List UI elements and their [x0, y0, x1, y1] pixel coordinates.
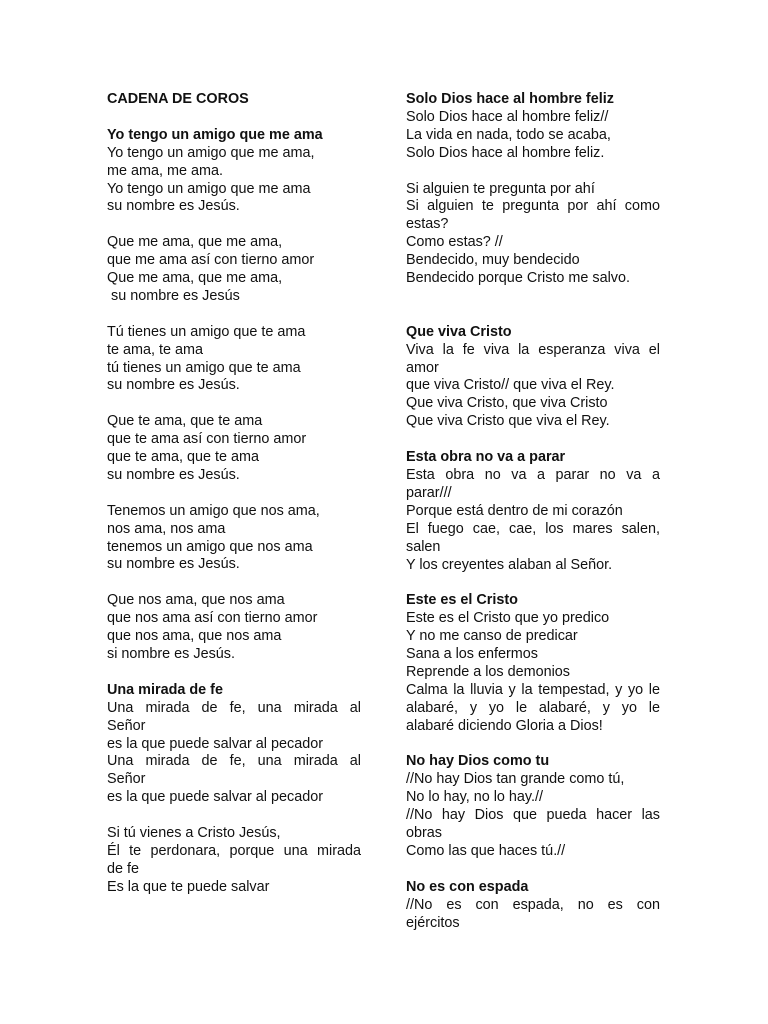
- lyric-line: Que nos ama, que nos ama: [107, 592, 285, 609]
- lyric-line: Si alguien te pregunta por ahí: [406, 180, 595, 197]
- lyric-line: Que viva Cristo, que viva Cristo: [406, 395, 608, 412]
- lyric-line: Esta obra no va a parar no va a: [406, 466, 660, 483]
- lyric-line: su nombre es Jesús.: [107, 466, 240, 483]
- stanza: [107, 700, 361, 807]
- lyric-line: es la que puede salvar al pecador: [107, 789, 324, 806]
- stanza: [107, 324, 361, 396]
- song-heading: Yo tengo un amigo que me ama: [107, 126, 323, 143]
- lyric-line: Una mirada de fe, una mirada al: [107, 753, 361, 770]
- lyric-line: Que te ama, que te ama: [107, 413, 263, 430]
- lyric-line: Viva la fe viva la esperanza viva el: [406, 341, 660, 358]
- lyric-line: Y los creyentes alaban al Señor.: [406, 556, 613, 573]
- lyric-line: Este es el Cristo que yo predico: [406, 610, 610, 627]
- lyric-line: Tú tienes un amigo que te ama: [107, 323, 306, 340]
- lyric-line: salen: [406, 538, 441, 555]
- lyric-line: El fuego cae, cae, los mares salen,: [406, 520, 660, 537]
- lyric-line: Que viva Cristo que viva el Rey.: [406, 413, 610, 430]
- lyric-line: Tenemos un amigo que nos ama,: [107, 502, 320, 519]
- lyric-line: tenemos un amigo que nos ama: [107, 538, 313, 555]
- lyric-line: si nombre es Jesús.: [107, 646, 235, 662]
- lyric-line: Como las que haces tú.//: [406, 842, 566, 859]
- lyric-line: su nombre es Jesús.: [107, 556, 240, 573]
- lyric-line: que me ama así con tierno amor: [107, 252, 315, 269]
- stanza: [406, 897, 660, 933]
- lyric-line: me ama, me ama.: [107, 162, 223, 179]
- song-heading: Una mirada de fe: [107, 681, 223, 698]
- lyric-line: Porque está dentro de mi corazón: [406, 502, 623, 519]
- stanza: [406, 342, 660, 432]
- lyric-line: //No hay Dios que pueda hacer las: [406, 807, 660, 824]
- lyric-line: parar///: [406, 484, 452, 501]
- lyric-line: nos ama, nos ama: [107, 520, 226, 537]
- left-column: [107, 91, 361, 897]
- lyric-line: Si tú vienes a Cristo Jesús,: [107, 825, 281, 842]
- lyric-line: Sana a los enfermos: [406, 646, 538, 663]
- lyric-line: Bendecido porque Cristo me salvo.: [406, 270, 630, 287]
- lyric-line: que nos ama, que nos ama: [107, 628, 282, 645]
- lyric-line: ejércitos: [406, 914, 460, 931]
- lyric-line: Que me ama, que me ama,: [107, 270, 283, 287]
- lyric-line: alabaré, y yo le alabaré, y yo le: [406, 699, 660, 716]
- lyric-line: No lo hay, no lo hay.//: [406, 789, 544, 806]
- stanza: [406, 610, 660, 735]
- lyric-line: Calma la lluvia y la tempestad, y yo le: [406, 681, 660, 698]
- lyric-line: Reprende a los demonios: [406, 663, 570, 680]
- lyric-line: Señor: [107, 771, 146, 788]
- lyric-line: Solo Dios hace al hombre feliz//: [406, 108, 609, 125]
- lyric-line: Que me ama, que me ama,: [107, 234, 283, 251]
- stanza: [107, 234, 361, 306]
- stanza: [406, 771, 660, 861]
- lyric-line: Señor: [107, 717, 146, 734]
- song-heading: No hay Dios como tu: [406, 753, 550, 770]
- lyric-line: Si alguien te pregunta por ahí como: [406, 198, 660, 215]
- song-heading: No es con espada: [406, 878, 529, 895]
- lyric-line: amor: [406, 359, 439, 376]
- lyric-line: que nos ama así con tierno amor: [107, 610, 318, 627]
- lyric-line: Solo Dios hace al hombre feliz.: [406, 144, 605, 161]
- lyric-line: Yo tengo un amigo que me ama,: [107, 144, 315, 161]
- lyric-line: que te ama, que te ama: [107, 449, 260, 466]
- lyric-line: su nombre es Jesús.: [107, 198, 240, 215]
- lyric-line: es la que puede salvar al pecador: [107, 735, 324, 752]
- lyric-line: que viva Cristo// que viva el Rey.: [406, 377, 615, 394]
- stanza: [406, 109, 660, 163]
- lyric-line: Una mirada de fe, una mirada al: [107, 699, 361, 716]
- stanza: [406, 467, 660, 574]
- song-heading: Solo Dios hace al hombre feliz: [406, 91, 614, 107]
- lyric-line: te ama, te ama: [107, 341, 203, 358]
- stanza: [107, 503, 361, 575]
- stanza: [107, 145, 361, 217]
- lyric-line: La vida en nada, todo se acaba,: [406, 126, 611, 143]
- lyric-line: que te ama así con tierno amor: [107, 431, 307, 448]
- stanza: [107, 592, 361, 664]
- lyric-line: tú tienes un amigo que te ama: [107, 359, 301, 376]
- lyric-line: su nombre es Jesús.: [107, 377, 240, 394]
- lyric-line: //No hay Dios tan grande como tú,: [406, 771, 625, 788]
- lyric-line: estas?: [406, 216, 449, 233]
- lyric-line: de fe: [107, 860, 140, 877]
- stanza: [107, 825, 361, 897]
- right-column: [406, 91, 660, 933]
- lyric-line: su nombre es Jesús: [107, 287, 240, 304]
- stanza: [107, 413, 361, 485]
- song-heading: Que viva Cristo: [406, 323, 512, 340]
- lyric-line: Bendecido, muy bendecido: [406, 252, 580, 269]
- song-heading: Esta obra no va a parar: [406, 449, 566, 466]
- lyric-line: Él te perdonara, porque una mirada: [107, 842, 361, 859]
- lyric-line: obras: [406, 825, 442, 842]
- lyric-line: Yo tengo un amigo que me ama: [107, 180, 311, 197]
- document-title: CADENA DE COROS: [107, 91, 249, 107]
- lyric-line: alabaré diciendo Gloria a Dios!: [406, 717, 603, 734]
- song-heading: Este es el Cristo: [406, 592, 518, 609]
- lyric-line: Es la que te puede salvar: [107, 878, 270, 895]
- lyric-line: //No es con espada, no es con: [406, 896, 660, 913]
- lyric-line: Como estas? //: [406, 234, 503, 251]
- lyric-line: Y no me canso de predicar: [406, 628, 578, 645]
- stanza: [406, 181, 660, 288]
